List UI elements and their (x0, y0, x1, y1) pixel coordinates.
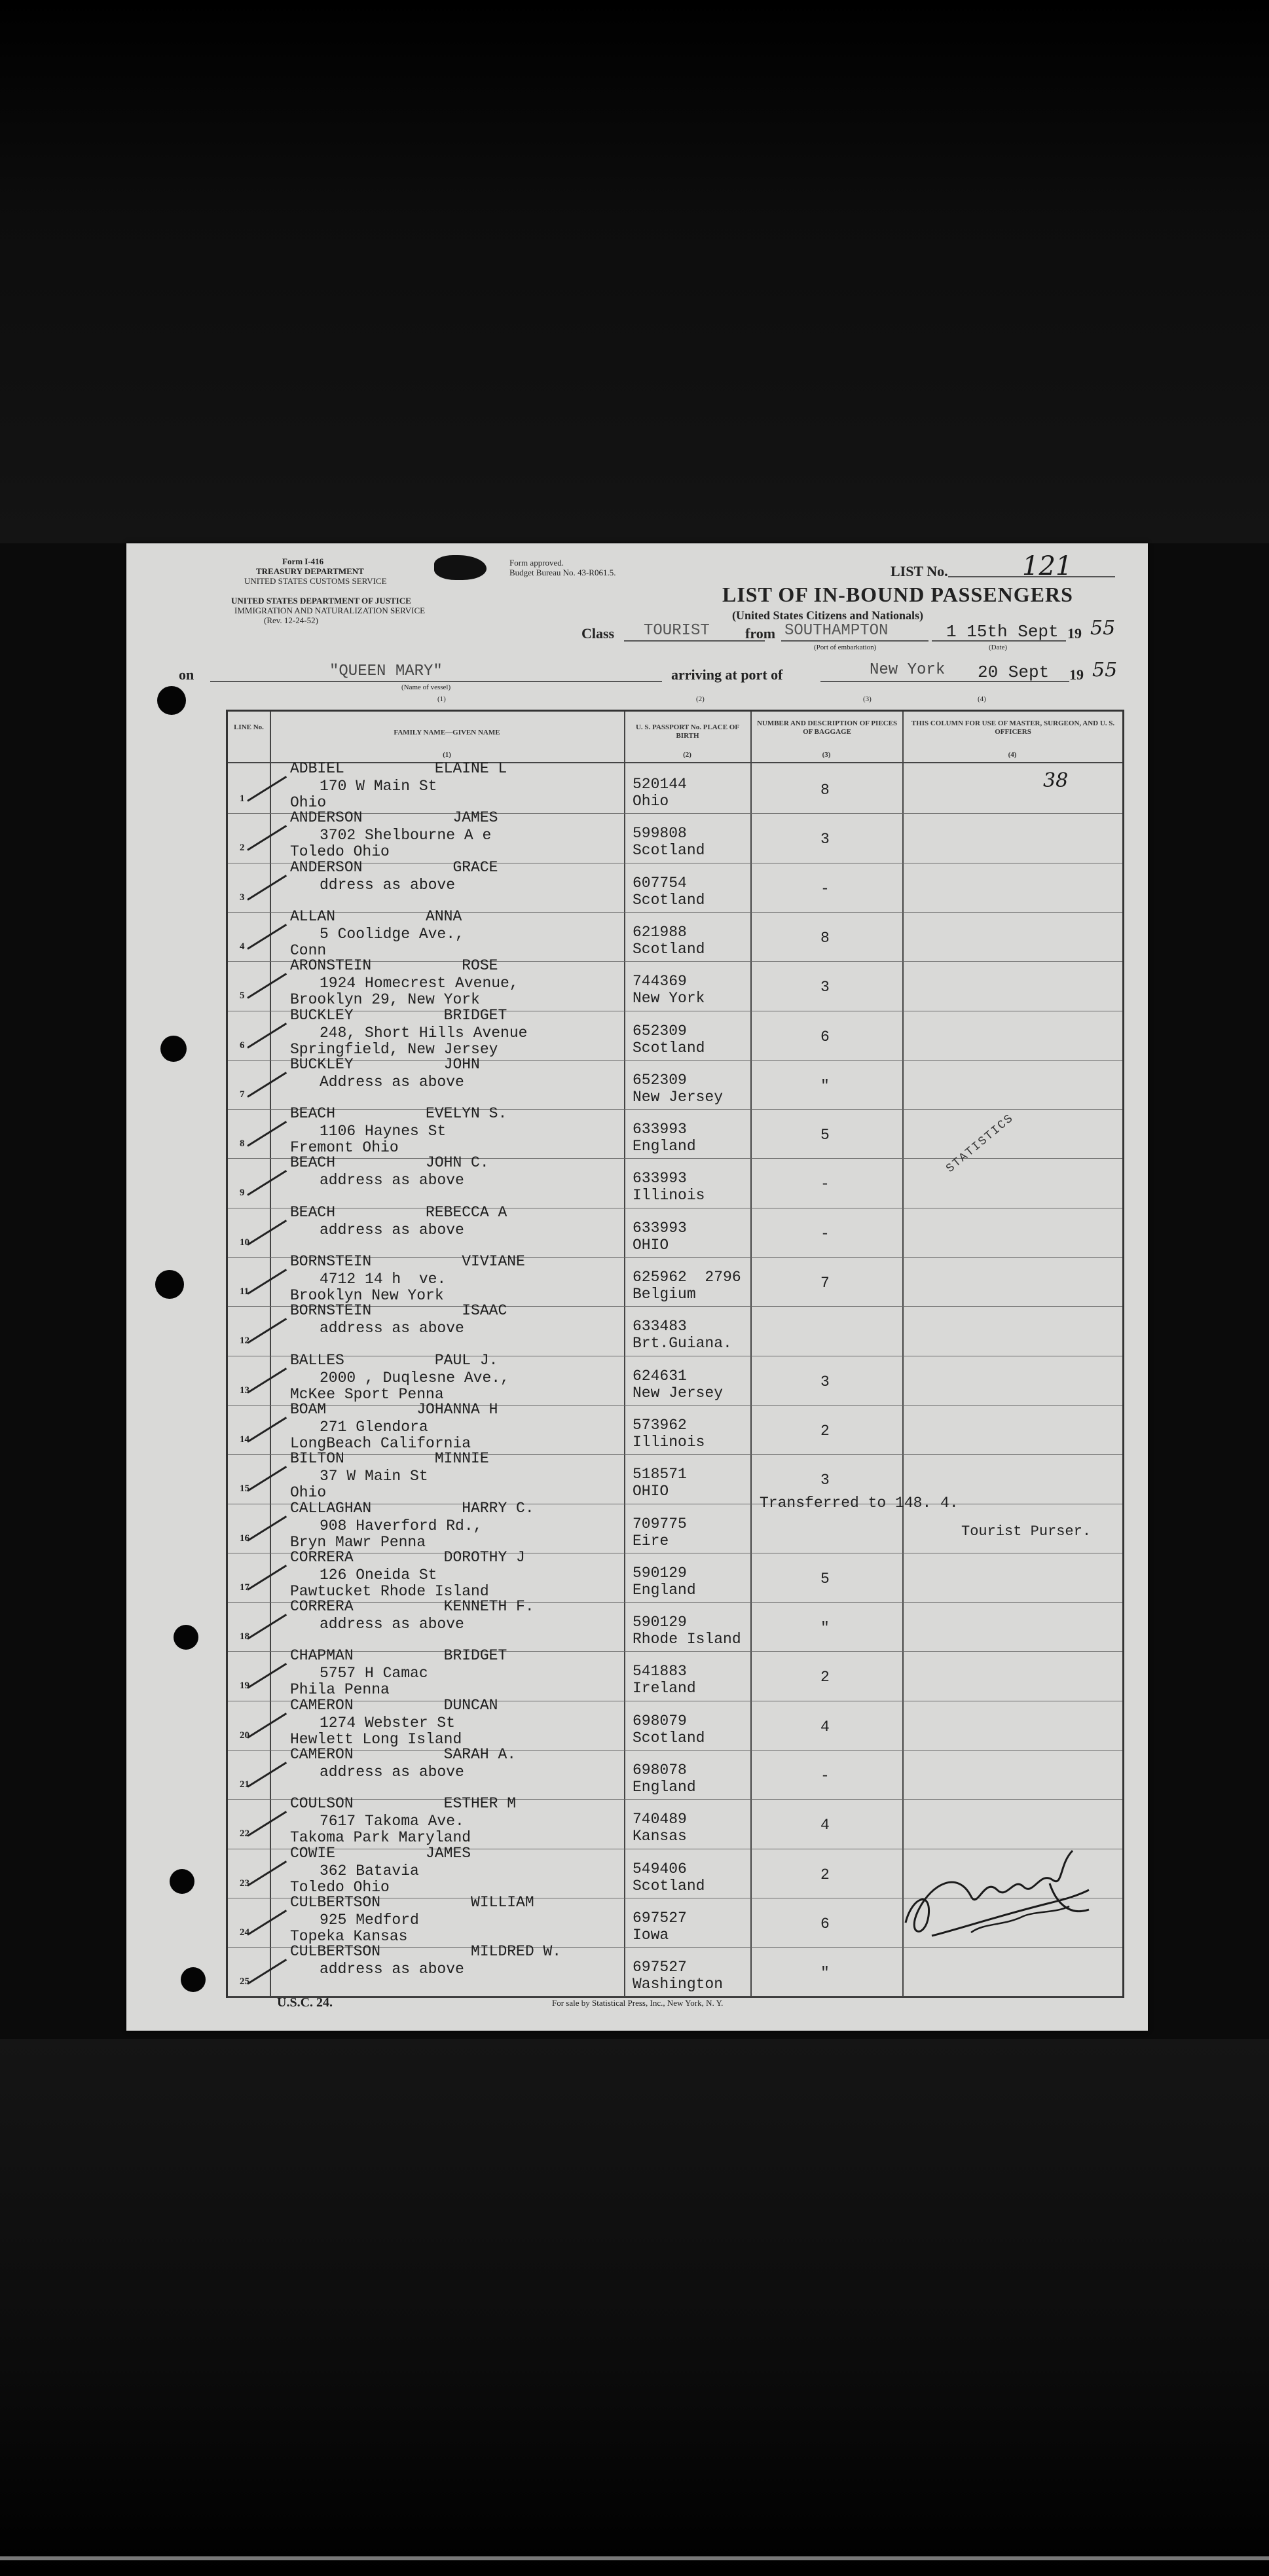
check-mark (247, 973, 287, 999)
film-border-bottom (0, 2039, 1269, 2576)
check-mark (247, 1959, 287, 1985)
passenger-name: ANDERSON JAMES (290, 809, 498, 827)
line-number: 23 (240, 1878, 249, 1889)
column-header-line: LINE No. (234, 723, 264, 731)
baggage-count: " (820, 1077, 830, 1095)
line-number: 25 (240, 1976, 249, 1987)
place-of-birth: New York (633, 990, 705, 1007)
form-subtitle: (United States Citizens and Nationals) (732, 609, 924, 622)
place-of-birth: Scotland (633, 1039, 705, 1057)
line-number: 18 (240, 1631, 249, 1642)
check-mark (247, 924, 287, 950)
check-mark (247, 1910, 287, 1936)
line-number: 22 (240, 1828, 249, 1840)
list-no-label: LIST No. (891, 563, 948, 579)
address-line-2: Springfield, New Jersey (290, 1040, 498, 1058)
address-line-1: 271 Glendora (320, 1418, 428, 1436)
address-line-1: address as above (320, 1172, 464, 1189)
address-line-2: Brooklyn New York (290, 1287, 444, 1304)
punch-hole (160, 1036, 187, 1062)
class-label: Class (581, 625, 615, 642)
passport-number: 624631 (633, 1367, 687, 1385)
address-line-2: Conn (290, 941, 327, 959)
punch-hole (157, 686, 186, 715)
passenger-name: BOAM JOHANNA H (290, 1400, 498, 1418)
check-mark (247, 825, 287, 851)
passenger-name: BUCKLEY JOHN (290, 1055, 480, 1073)
passport-number: 744369 (633, 973, 687, 990)
line-number: 2 (240, 843, 245, 854)
column-number-3: (3) (822, 751, 831, 759)
check-mark (247, 1565, 287, 1591)
address-line-2: McKee Sport Penna (290, 1385, 444, 1403)
check-mark (247, 1023, 287, 1049)
baggage-count: - (820, 1768, 830, 1785)
punch-hole (170, 1869, 194, 1894)
check-mark (247, 1220, 287, 1246)
arrival-year: 55 (1092, 659, 1118, 681)
passport-number: 607754 (633, 874, 687, 892)
column-number-4: (4) (1008, 751, 1017, 759)
film-edge-line (0, 2556, 1269, 2560)
baggage-count: 2 (820, 1422, 830, 1440)
address-line-2: Hewlett Long Island (290, 1730, 462, 1748)
passport-number: 518571 (633, 1466, 687, 1483)
address-line-2: Bryn Mawr Penna (290, 1533, 426, 1551)
place-of-birth: Brt.Guiana. (633, 1335, 732, 1352)
baggage-count: 8 (820, 929, 830, 947)
address-line-1: 1924 Homecrest Avenue, (320, 975, 519, 992)
passenger-name: BUCKLEY BRIDGET (290, 1006, 507, 1024)
place-of-birth: Scotland (633, 842, 705, 860)
place-of-birth: Washington (633, 1976, 724, 1993)
ink-blot (434, 555, 487, 580)
passport-number: 520144 (633, 776, 687, 793)
address-line-1: address as above (320, 1764, 464, 1781)
passenger-name: BEACH EVELYN S. (290, 1105, 507, 1123)
address-line-1: 2000 , Duqlesne Ave., (320, 1369, 509, 1387)
line-number: 10 (240, 1237, 249, 1248)
check-mark (247, 1318, 287, 1344)
address-line-2: LongBeach California (290, 1434, 471, 1452)
column-header-passport: U. S. PASSPORT No. PLACE OF BIRTH (635, 723, 740, 740)
arrival-year-prefix: 19 (1069, 666, 1084, 683)
passenger-name: CORRERA KENNETH F. (290, 1598, 534, 1616)
passenger-name: CULBERTSON MILDRED W. (290, 1943, 562, 1961)
address-line-1: 1106 Haynes St (320, 1123, 447, 1140)
embark-port: SOUTHAMPTON (784, 622, 889, 640)
address-line-1: 7617 Takoma Ave. (320, 1813, 464, 1830)
passport-number: 698079 (633, 1712, 687, 1730)
place-of-birth: New Jersey (633, 1384, 724, 1402)
usc-footer: U.S.C. 24. (277, 1995, 333, 2010)
address-line-2: Brooklyn 29, New York (290, 991, 480, 1009)
passport-number: 633993 (633, 1121, 687, 1138)
arrival-port: New York (870, 661, 946, 679)
baggage-count: 4 (820, 1817, 830, 1834)
passport-number: 549406 (633, 1860, 687, 1878)
list-number: 121 (1022, 551, 1073, 581)
place-of-birth: Rhode Island (633, 1631, 741, 1648)
address-line-1: 1274 Webster St (320, 1714, 456, 1732)
passport-number: 697527 (633, 1959, 687, 1976)
budget-bureau: Budget Bureau No. 43-R061.5. (509, 568, 616, 577)
line-number: 21 (240, 1779, 249, 1790)
baggage-count: - (820, 880, 830, 898)
passport-number: 633483 (633, 1318, 687, 1335)
passport-number: 698078 (633, 1762, 687, 1779)
baggage-count: 4 (820, 1718, 830, 1735)
address-line-1: ddress as above (320, 876, 456, 894)
address-line-1: 925 Medford (320, 1911, 419, 1929)
place-of-birth: Scotland (633, 940, 705, 958)
place-of-birth: OHIO (633, 1483, 669, 1500)
passenger-name: ALLAN ANNA (290, 907, 462, 925)
transferred-note: Transferred to 148. 4. (760, 1495, 959, 1512)
address-line-1: 126 Oneida St (320, 1566, 437, 1584)
passenger-name: ARONSTEIN ROSE (290, 957, 498, 975)
passenger-table (226, 710, 1124, 1998)
check-mark (247, 1121, 287, 1147)
place-of-birth: Scotland (633, 1729, 705, 1747)
passenger-name: ADBIEL ELAINE L (290, 760, 507, 777)
check-mark (247, 1663, 287, 1690)
year-prefix: 19 (1067, 625, 1082, 642)
place-of-birth: England (633, 1779, 696, 1796)
place-of-birth: Ireland (633, 1680, 696, 1697)
form-approved: Form approved. (509, 558, 564, 568)
address-line-2: Ohio (290, 794, 327, 811)
arriving-label: arriving at port of (671, 666, 783, 683)
column-number-1: (1) (443, 751, 451, 759)
address-line-2: Toledo Ohio (290, 1878, 390, 1896)
line-number: 20 (240, 1730, 249, 1741)
passenger-name: CALLAGHAN HARRY C. (290, 1499, 534, 1517)
form-revision: (Rev. 12-24-52) (264, 615, 318, 625)
place-of-birth: Scotland (633, 891, 705, 909)
passenger-name: BEACH JOHN C. (290, 1154, 489, 1172)
class-value: TOURIST (644, 622, 710, 640)
line-number: 17 (240, 1582, 249, 1593)
row1-use-note: 38 (1043, 769, 1069, 792)
passenger-name: CULBERTSON WILLIAM (290, 1893, 534, 1911)
passport-number: 590129 (633, 1614, 687, 1631)
port-caption: (Port of embarkation) (814, 644, 877, 651)
passport-number: 652309 (633, 1071, 687, 1089)
officer-signature (892, 1824, 1109, 1955)
passport-number: 621988 (633, 923, 687, 941)
line-number: 13 (240, 1385, 249, 1396)
baggage-count: 5 (820, 1127, 830, 1144)
check-mark (247, 1417, 287, 1443)
caption-1: (1) (437, 695, 446, 703)
baggage-count: " (820, 1965, 830, 1982)
passenger-name: BEACH REBECCA A (290, 1203, 507, 1221)
place-of-birth: England (633, 1581, 696, 1599)
check-mark (247, 776, 287, 802)
address-line-1: 4712 14 h ve. (320, 1271, 447, 1288)
check-mark (247, 1811, 287, 1837)
passport-number: 633993 (633, 1170, 687, 1188)
column-header-name: FAMILY NAME—GIVEN NAME (394, 729, 500, 736)
arrival-date: 20 Sept (978, 662, 1050, 682)
passenger-name: CAMERON SARAH A. (290, 1746, 517, 1763)
address-line-1: address as above (320, 1961, 464, 1978)
printer-credit: For sale by Statistical Press, Inc., New York, N. Y. (552, 1998, 724, 2008)
address-line-1: 170 W Main St (320, 778, 437, 795)
column-header-use: THIS COLUMN FOR USE OF MASTER, SURGEON, AND U. S. OFFICERS (911, 719, 1115, 736)
line-number: 14 (240, 1434, 249, 1445)
line-number: 12 (240, 1335, 249, 1347)
passport-number: 590129 (633, 1564, 687, 1582)
statistics-stamp: STATISTICS (944, 1112, 1017, 1176)
check-mark (247, 1368, 287, 1394)
address-line-1: 5757 H Camac (320, 1665, 428, 1682)
passport-number: 625962 2796 (633, 1269, 741, 1286)
embark-date: 1 15th Sept (946, 622, 1059, 642)
form-number: Form I-416 (282, 556, 324, 566)
address-line-2: Ohio (290, 1484, 327, 1502)
punch-hole (155, 1270, 184, 1299)
address-line-2: Phila Penna (290, 1681, 390, 1699)
check-mark (247, 1170, 287, 1197)
place-of-birth: England (633, 1138, 696, 1155)
check-mark (247, 1614, 287, 1640)
baggage-count: 2 (820, 1669, 830, 1686)
address-line-1: 37 W Main St (320, 1468, 428, 1485)
passenger-name: CORRERA DOROTHY J (290, 1548, 525, 1566)
address-line-1: 362 Batavia (320, 1862, 419, 1879)
place-of-birth: OHIO (633, 1236, 669, 1254)
baggage-count: - (820, 1176, 830, 1193)
film-border-top (0, 0, 1269, 543)
on-label: on (179, 666, 194, 683)
date-caption: (Date) (989, 644, 1008, 651)
line-number: 16 (240, 1533, 249, 1544)
embark-year: 55 (1090, 617, 1116, 640)
line-number: 9 (240, 1188, 245, 1199)
check-mark (247, 1269, 287, 1295)
check-mark (247, 1860, 287, 1887)
place-of-birth: New Jersey (633, 1088, 724, 1106)
address-line-1: 908 Haverford Rd., (320, 1517, 483, 1534)
address-line-2: Topeka Kansas (290, 1927, 408, 1945)
justice-dept: UNITED STATES DEPARTMENT OF JUSTICE (231, 596, 411, 606)
line-number: 11 (240, 1286, 249, 1297)
check-mark (247, 1515, 287, 1542)
punch-hole (174, 1625, 198, 1650)
address-line-2: Takoma Park Maryland (290, 1829, 471, 1847)
line-number: 6 (240, 1040, 245, 1051)
vessel-name: "QUEEN MARY" (329, 662, 443, 680)
passport-number: 599808 (633, 825, 687, 843)
treasury-dept: TREASURY DEPARTMENT (256, 566, 364, 576)
passenger-name: COULSON ESTHER M (290, 1795, 517, 1813)
baggage-count: 3 (820, 1373, 830, 1390)
passenger-name: ANDERSON GRACE (290, 858, 498, 876)
baggage-count: 3 (820, 831, 830, 848)
place-of-birth: Illinois (633, 1433, 705, 1451)
form-title: LIST OF IN-BOUND PASSENGERS (722, 583, 1073, 606)
passenger-name: BORNSTEIN VIVIANE (290, 1253, 525, 1270)
passenger-name: BALLES PAUL J. (290, 1351, 498, 1369)
address-line-1: 3702 Shelbourne A e (320, 827, 492, 844)
check-mark (247, 1713, 287, 1739)
passenger-manifest-page (126, 543, 1148, 2031)
passenger-name: CHAPMAN BRIDGET (290, 1647, 507, 1665)
column-header-baggage: NUMBER AND DESCRIPTION OF PIECES OF BAGGAGE (756, 719, 898, 736)
baggage-count: 3 (820, 979, 830, 996)
from-label: from (745, 625, 776, 642)
passport-number: 709775 (633, 1515, 687, 1533)
address-line-1: 248, Short Hills Avenue (320, 1024, 528, 1042)
line-number: 15 (240, 1483, 249, 1495)
passport-number: 697527 (633, 1909, 687, 1927)
place-of-birth: Kansas (633, 1828, 687, 1845)
purser-note: Tourist Purser. (961, 1523, 1092, 1540)
check-mark (247, 875, 287, 901)
baggage-count: - (820, 1225, 830, 1243)
address-line-2: Fremont Ohio (290, 1139, 399, 1157)
place-of-birth: Eire (633, 1532, 669, 1550)
check-mark (247, 1072, 287, 1098)
baggage-count: 6 (820, 1915, 830, 1932)
baggage-count: 6 (820, 1028, 830, 1045)
caption-3: (3) (863, 695, 872, 703)
passport-number: 740489 (633, 1811, 687, 1828)
check-mark (247, 1762, 287, 1788)
line-number: 4 (240, 941, 245, 952)
address-line-1: address as above (320, 1616, 464, 1633)
place-of-birth: Belgium (633, 1286, 696, 1303)
passport-number: 541883 (633, 1663, 687, 1680)
check-mark (247, 1466, 287, 1492)
passport-number: 633993 (633, 1219, 687, 1237)
line-number: 8 (240, 1138, 245, 1150)
line-number: 19 (240, 1680, 249, 1692)
caption-2: (2) (696, 695, 705, 703)
place-of-birth: Illinois (633, 1187, 705, 1205)
line-number: 5 (240, 990, 245, 1002)
ins-service: IMMIGRATION AND NATURALIZATION SERVICE (234, 606, 426, 615)
address-line-1: 5 Coolidge Ave., (320, 925, 464, 943)
line-number: 1 (240, 793, 245, 804)
column-number-2: (2) (683, 751, 691, 759)
passenger-name: CAMERON DUNCAN (290, 1696, 498, 1714)
address-line-1: address as above (320, 1221, 464, 1239)
passport-number: 652309 (633, 1022, 687, 1040)
caption-4: (4) (978, 695, 986, 703)
address-line-2: Pawtucket Rhode Island (290, 1582, 489, 1600)
address-line-1: Address as above (320, 1073, 464, 1091)
vessel-caption: (Name of vessel) (401, 683, 451, 691)
passenger-name: COWIE JAMES (290, 1844, 471, 1862)
baggage-count: 3 (820, 1472, 830, 1489)
line-number: 7 (240, 1089, 245, 1100)
place-of-birth: Iowa (633, 1926, 669, 1944)
customs-service: UNITED STATES CUSTOMS SERVICE (244, 576, 387, 586)
baggage-count: 7 (820, 1275, 830, 1292)
line-number: 24 (240, 1927, 249, 1938)
punch-hole (181, 1967, 206, 1992)
baggage-count: 2 (820, 1866, 830, 1883)
address-line-1: address as above (320, 1320, 464, 1337)
place-of-birth: Scotland (633, 1877, 705, 1895)
line-number: 3 (240, 892, 245, 903)
passenger-name: BORNSTEIN ISAAC (290, 1302, 507, 1320)
baggage-count: 5 (820, 1570, 830, 1587)
baggage-count: 8 (820, 782, 830, 799)
passenger-name: BILTON MINNIE (290, 1450, 489, 1468)
place-of-birth: Ohio (633, 793, 669, 810)
address-line-2: Toledo Ohio (290, 843, 390, 861)
passport-number: 573962 (633, 1416, 687, 1434)
baggage-count: " (820, 1620, 830, 1637)
